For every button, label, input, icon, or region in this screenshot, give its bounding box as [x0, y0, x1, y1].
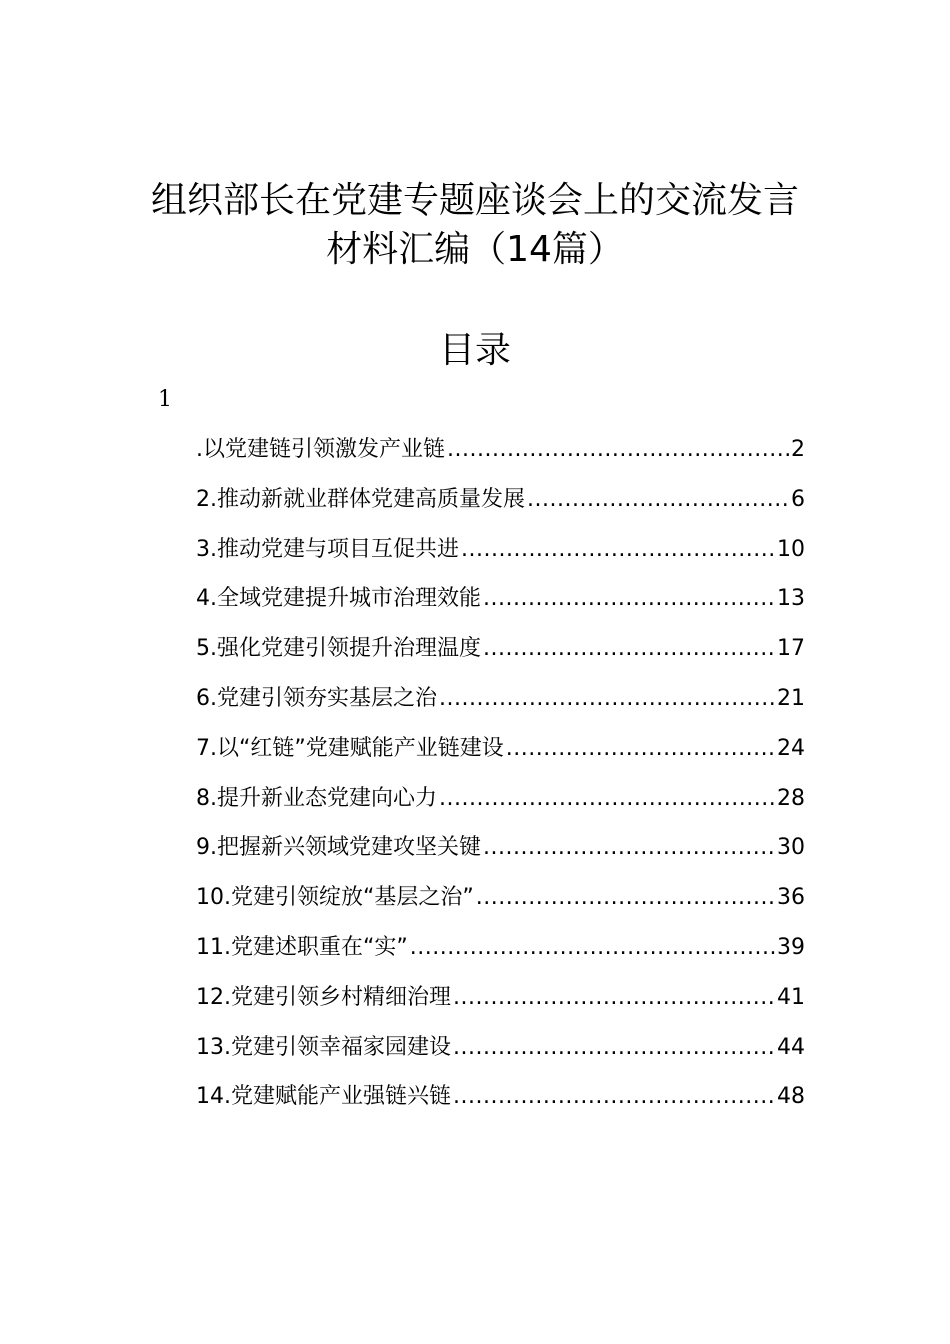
- toc-entry-page-number: 24: [777, 735, 805, 761]
- toc-entry-title: 4.全域党建提升城市治理效能: [196, 586, 481, 612]
- toc-entry[interactable]: [196, 930, 805, 980]
- toc-entry-page-number: 17: [777, 636, 805, 662]
- toc-entry-page-number: 30: [777, 835, 805, 861]
- table-of-contents: [196, 432, 805, 1129]
- toc-dot-leader: [439, 681, 775, 717]
- toc-entry-title: 6.党建引领夯实基层之治: [196, 685, 437, 711]
- toc-entry[interactable]: [196, 581, 805, 631]
- toc-entry-title: .以党建链引领激发产业链: [196, 437, 445, 462]
- toc-dot-leader: [410, 930, 775, 966]
- toc-dot-leader: [453, 980, 775, 1016]
- toc-entry-title: 3.推动党建与项目互促共进: [196, 536, 459, 562]
- toc-dot-leader: [439, 781, 775, 817]
- toc-entry[interactable]: [196, 980, 805, 1030]
- toc-entry-title: 8.提升新业态党建向心力: [196, 785, 437, 811]
- toc-entry[interactable]: [196, 830, 805, 880]
- toc-entry[interactable]: [196, 532, 805, 582]
- toc-entry-page-number: 2: [791, 437, 805, 462]
- toc-entry-page-number: 13: [777, 586, 805, 612]
- toc-entry[interactable]: [196, 731, 805, 781]
- toc-dot-leader: [461, 532, 775, 568]
- toc-entry-page-number: 36: [777, 885, 805, 911]
- toc-dot-leader: [527, 482, 789, 518]
- toc-entry-title: 7.以“红链”党建赋能产业链建设: [196, 735, 504, 761]
- document-title-line-1: 组织部长在党建专题座谈会上的交流发言: [150, 180, 799, 221]
- toc-entry-page-number: 21: [777, 685, 805, 711]
- toc-entry-page-number: 39: [777, 934, 805, 960]
- toc-entry-title: 5.强化党建引领提升治理温度: [196, 636, 481, 662]
- toc-dot-leader: [453, 1079, 775, 1115]
- toc-entry[interactable]: [196, 681, 805, 731]
- toc-entry-title: 2.推动新就业群体党建高质量发展: [196, 486, 525, 512]
- toc-entry-title: 12.党建引领乡村精细治理: [196, 984, 451, 1010]
- toc-entry-page-number: 44: [777, 1034, 805, 1060]
- toc-entry-page-number: 48: [777, 1084, 805, 1110]
- toc-dot-leader: [483, 830, 775, 866]
- toc-dot-leader: [447, 432, 789, 468]
- toc-dot-leader: [476, 880, 775, 916]
- toc-entry-page-number: 41: [777, 984, 805, 1010]
- toc-entry-page-number: 6: [791, 486, 805, 512]
- toc-dot-leader: [483, 581, 775, 617]
- toc-entry[interactable]: [196, 432, 805, 482]
- toc-heading: 目录: [438, 330, 511, 371]
- toc-entry-title: 9.把握新兴领域党建攻坚关键: [196, 835, 481, 861]
- toc-entry[interactable]: [196, 781, 805, 831]
- toc-entry-title: 13.党建引领幸福家园建设: [196, 1034, 451, 1060]
- toc-entry[interactable]: [196, 1030, 805, 1080]
- stray-list-number: 1: [158, 387, 172, 412]
- toc-entry[interactable]: [196, 880, 805, 930]
- toc-entry-title: 10.党建引领绽放“基层之治”: [196, 885, 474, 911]
- toc-entry-title: 11.党建述职重在“实”: [196, 934, 408, 960]
- toc-entry-page-number: 10: [777, 536, 805, 562]
- toc-dot-leader: [453, 1030, 775, 1066]
- toc-dot-leader: [483, 631, 775, 667]
- toc-entry[interactable]: [196, 631, 805, 681]
- toc-dot-leader: [506, 731, 775, 767]
- toc-entry[interactable]: [196, 482, 805, 532]
- toc-entry-title: 14.党建赋能产业强链兴链: [196, 1084, 451, 1110]
- toc-entry-page-number: 28: [777, 785, 805, 811]
- toc-entry[interactable]: [196, 1079, 805, 1129]
- document-title-line-2: 材料汇编（14篇）: [326, 229, 624, 270]
